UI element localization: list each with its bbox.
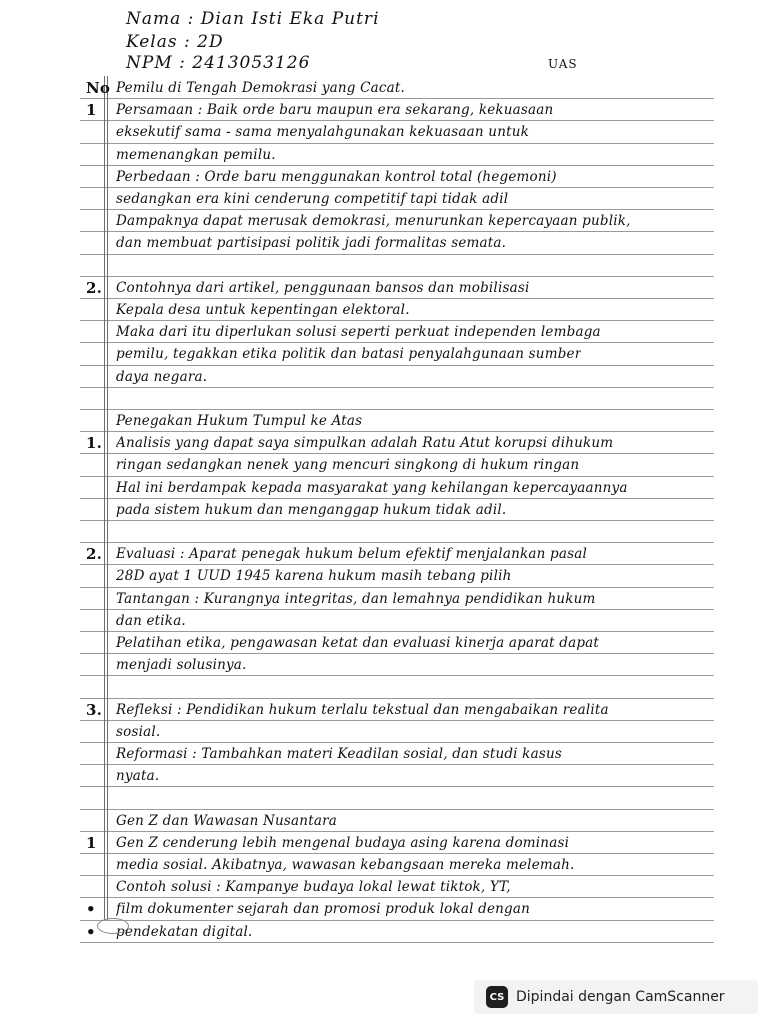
margin-line-right xyxy=(107,76,108,920)
ruled-line xyxy=(80,564,714,565)
camscanner-watermark xyxy=(474,980,758,1014)
line-number: • xyxy=(86,900,96,919)
answer-line: ringan sedangkan nenek yang mencuri singkong di hukum ringan xyxy=(116,457,580,474)
ruled-line xyxy=(80,120,714,121)
ruled-line xyxy=(80,498,714,499)
ruled-line xyxy=(80,98,714,99)
answer-line: Pelatihan etika, pengawasan ketat dan evaluasi kinerja aparat dapat xyxy=(116,635,600,651)
ruled-line xyxy=(80,875,714,876)
answer-line: Contoh solusi : Kampanye budaya lokal lewat tiktok, YT, xyxy=(116,879,511,896)
ruled-line xyxy=(80,431,714,432)
ruled-line xyxy=(80,675,714,676)
answer-line: Contohnya dari artikel, penggunaan bansos dan mobilisasi xyxy=(116,279,530,296)
ruled-line xyxy=(80,942,714,943)
ruled-line xyxy=(80,720,714,721)
answer-line: Analisis yang dapat saya simpulkan adalah Ratu Atut korupsi dihukum xyxy=(116,435,614,452)
answer-line: sedangkan era kini cenderung competitif tapi tidak adil xyxy=(116,191,509,207)
ruled-line xyxy=(80,631,714,632)
ruled-line xyxy=(80,320,714,321)
ruled-line xyxy=(80,254,714,255)
ruled-line xyxy=(80,143,714,144)
ruled-line xyxy=(80,409,714,410)
ruled-line xyxy=(80,298,714,299)
ruled-line xyxy=(80,587,714,588)
ruled-line xyxy=(80,809,714,810)
line-number: 3. xyxy=(86,700,103,719)
answer-line: Evaluasi : Aparat penegak hukum belum efektif menjalankan pasal xyxy=(116,546,587,563)
answer-line: pendekatan digital. xyxy=(116,923,253,940)
ruled-line xyxy=(80,742,714,743)
ruled-line xyxy=(80,209,714,210)
answer-line: nyata. xyxy=(116,768,160,785)
student-name: Nama : Dian Isti Eka Putri xyxy=(126,9,380,29)
ruled-line xyxy=(80,764,714,765)
ruled-line xyxy=(80,786,714,787)
answer-line: dan membuat partisipasi politik jadi formalitas semata. xyxy=(116,235,507,252)
answer-line: menjadi solusinya. xyxy=(116,657,247,674)
answer-line: dan etika. xyxy=(116,612,186,629)
ruled-line xyxy=(80,231,714,232)
exam-label: UAS xyxy=(548,57,578,71)
ruled-line xyxy=(80,653,714,654)
student-class: Kelas : 2D xyxy=(126,32,224,52)
ruled-line xyxy=(80,365,714,366)
ruled-line xyxy=(80,276,714,277)
camscanner-logo-icon: CS xyxy=(486,986,508,1008)
answer-line: Gen Z cenderung lebih mengenal budaya asing karena dominasi xyxy=(116,834,570,851)
answer-line: memenangkan pemilu. xyxy=(116,146,276,163)
answer-line: Penegakan Hukum Tumpul ke Atas xyxy=(116,413,363,429)
line-number: 2. xyxy=(86,278,103,297)
margin-line-left xyxy=(104,76,105,920)
page-mark xyxy=(97,918,129,934)
answer-line: Kepala desa untuk kepentingan elektoral. xyxy=(116,302,410,318)
ruled-line xyxy=(80,520,714,521)
ruled-line xyxy=(80,609,714,610)
ruled-line xyxy=(80,542,714,543)
answer-line: Hal ini berdampak kepada masyarakat yang kehilangan kepercayaannya xyxy=(116,479,628,496)
ruled-line xyxy=(80,698,714,699)
ruled-line xyxy=(80,920,714,921)
answer-line: Persamaan : Baik orde baru maupun era sekarang, kekuasaan xyxy=(116,102,554,119)
answer-line: film dokumenter sejarah dan promosi produk lokal dengan xyxy=(116,901,531,918)
ruled-line xyxy=(80,853,714,854)
ruled-line xyxy=(80,187,714,188)
answer-line: Dampaknya dapat merusak demokrasi, menurunkan kepercayaan publik, xyxy=(116,213,631,230)
ruled-line xyxy=(80,453,714,454)
answer-line: daya negara. xyxy=(116,368,208,385)
line-number: 1. xyxy=(86,434,103,453)
answer-line: Maka dari itu diperlukan solusi seperti perkuat independen lembaga xyxy=(116,324,601,341)
answer-line: Tantangan : Kurangnya integritas, dan lemahnya pendidikan hukum xyxy=(116,590,596,607)
ruled-line xyxy=(80,476,714,477)
ruled-line xyxy=(80,342,714,343)
answer-line: sosial. xyxy=(116,723,161,740)
line-number: 1 xyxy=(86,101,97,120)
line-number: 1 xyxy=(86,833,97,852)
ruled-line xyxy=(80,831,714,832)
answer-line: Refleksi : Pendidikan hukum terlalu tekstual dan mengabaikan realita xyxy=(116,701,609,718)
answer-line: Gen Z dan Wawasan Nusantara xyxy=(116,812,337,829)
answer-line: media sosial. Akibatnya, wawasan kebangsaan mereka melemah. xyxy=(116,857,575,873)
line-number: • xyxy=(86,922,96,941)
ruled-line xyxy=(80,387,714,388)
answer-line: Reformasi : Tambahkan materi Keadilan sosial, dan studi kasus xyxy=(116,746,562,762)
ruled-line xyxy=(80,165,714,166)
answer-line: Pemilu di Tengah Demokrasi yang Cacat. xyxy=(116,80,406,96)
answer-line: eksekutif sama - sama menyalahgunakan kekuasaan untuk xyxy=(116,124,529,141)
student-npm: NPM : 2413053126 xyxy=(126,53,311,73)
line-number: No xyxy=(86,79,111,97)
camscanner-text: Dipindai dengan CamScanner xyxy=(516,989,725,1005)
answer-line: 28D ayat 1 UUD 1945 karena hukum masih tebang pilih xyxy=(116,568,512,585)
answer-line: Perbedaan : Orde baru menggunakan kontrol total (hegemoni) xyxy=(116,168,557,185)
answer-line: pemilu, tegakkan etika politik dan batasi penyalahgunaan sumber xyxy=(116,346,582,363)
line-number: 2. xyxy=(86,545,103,564)
answer-line: pada sistem hukum dan menganggap hukum tidak adil. xyxy=(116,501,507,518)
ruled-line xyxy=(80,897,714,898)
